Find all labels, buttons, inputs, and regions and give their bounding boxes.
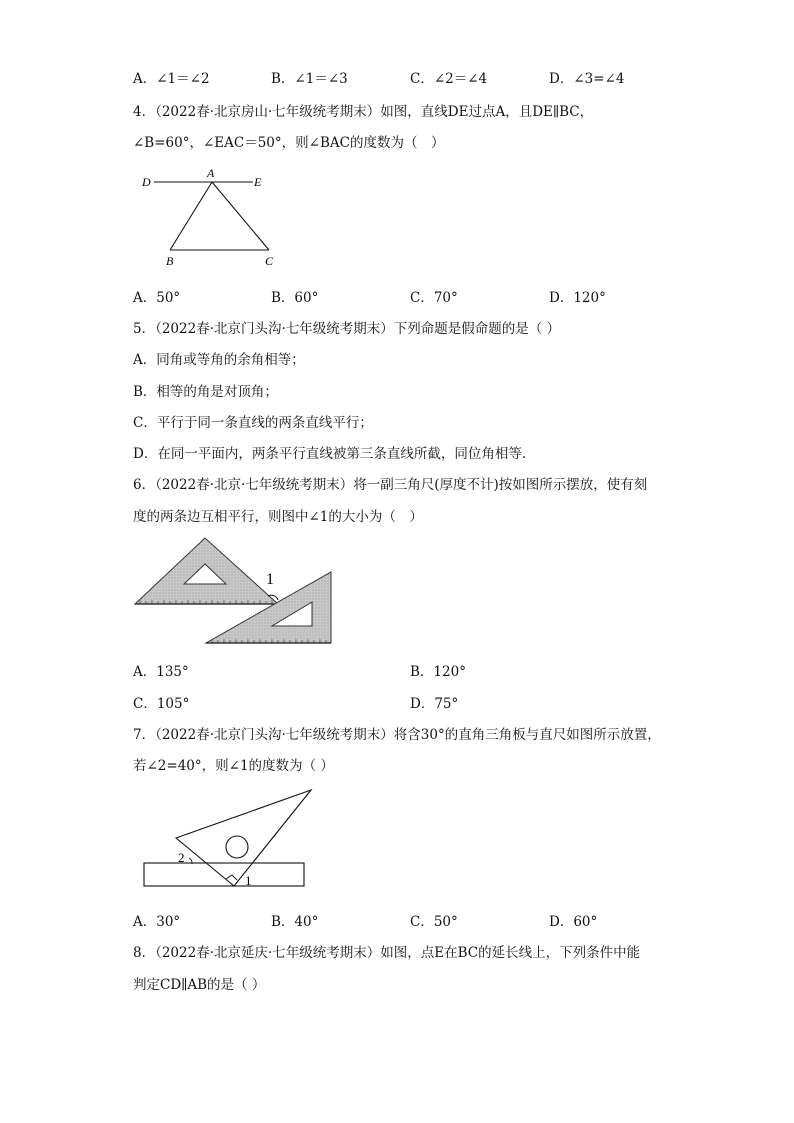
q7-triangle-ruler-figure <box>140 788 320 898</box>
q4-stem-line1: 4．（2022春·北京房山·七年级统考期末）如图，直线DE过点A，且DE∥BC， <box>133 104 594 120</box>
q7-ruler <box>144 863 304 886</box>
q6-angle-label: 1 <box>266 571 274 588</box>
q7-option-b: B．40° <box>271 914 319 930</box>
q5-choice-a: A．同角或等角的余角相等； <box>133 352 305 368</box>
q6-set-squares-figure <box>132 532 337 647</box>
q6-option-d: D．75° <box>410 696 459 712</box>
q7-option-d: D．60° <box>549 914 598 930</box>
q7-stem-line2: 若∠2=40°，则∠1的度数为（ ） <box>133 758 334 774</box>
q4-stem-line2: ∠B=60°，∠EAC＝50°，则∠BAC的度数为（ ） <box>133 135 445 151</box>
q4-label-e: E <box>254 175 262 189</box>
q4-option-b: B．60° <box>271 290 319 306</box>
q4-label-d: D <box>142 175 151 189</box>
q4-option-c: C．70° <box>410 290 458 306</box>
q3-option-c: C．∠2＝∠4 <box>410 71 488 87</box>
q7-option-c: C．50° <box>410 914 458 930</box>
q6-stem-line1: 6．（2022春·北京·七年级统考期末）将一副三角尺(厚度不计)按如图所示摆放，使有刻 <box>133 477 648 493</box>
q5-choice-b: B．相等的角是对顶角； <box>133 384 278 400</box>
q5-choice-c: C．平行于同一条直线的两条直线平行； <box>133 415 373 431</box>
q4-label-c: C <box>265 254 274 268</box>
q6-square-45 <box>135 538 278 604</box>
q6-option-b: B．120° <box>410 664 466 680</box>
q4-option-a: A．50° <box>133 290 181 306</box>
q6-stem-line2: 度的两条边互相平行，则图中∠1的大小为（ ） <box>133 509 423 525</box>
q4-label-b: B <box>166 254 174 268</box>
q3-option-a: A．∠1＝∠2 <box>133 71 210 87</box>
q3-option-b: B．∠1＝∠3 <box>271 71 348 87</box>
q6-option-a: A．135° <box>133 664 189 680</box>
q5-stem: 5．（2022春·北京门头沟·七年级统考期末）下列命题是假命题的是（ ） <box>133 321 561 337</box>
q7-stem-line1: 7．（2022春·北京门头沟·七年级统考期末）将含30°的直角三角板与直尺如图所示放置， <box>133 727 661 743</box>
q7-angle-2-label: 2 <box>178 850 185 865</box>
q4-triangle-figure <box>140 168 280 268</box>
q3-option-d: D．∠3=∠4 <box>549 71 625 87</box>
q6-option-c: C．105° <box>133 696 190 712</box>
q5-choice-d: D．在同一平面内，两条平行直线被第三条直线所截，同位角相等． <box>133 446 536 462</box>
q4-label-a: A <box>207 166 215 180</box>
q7-option-a: A．30° <box>133 914 181 930</box>
q7-angle-1-label: 1 <box>245 873 252 888</box>
q8-stem-line1: 8．（2022春·北京延庆·七年级统考期末）如图，点E在BC的延长线上，下列条件中能 <box>133 945 641 961</box>
q4-option-d: D．120° <box>549 290 606 306</box>
q8-stem-line2: 判定CD∥AB的是（ ） <box>133 977 266 993</box>
